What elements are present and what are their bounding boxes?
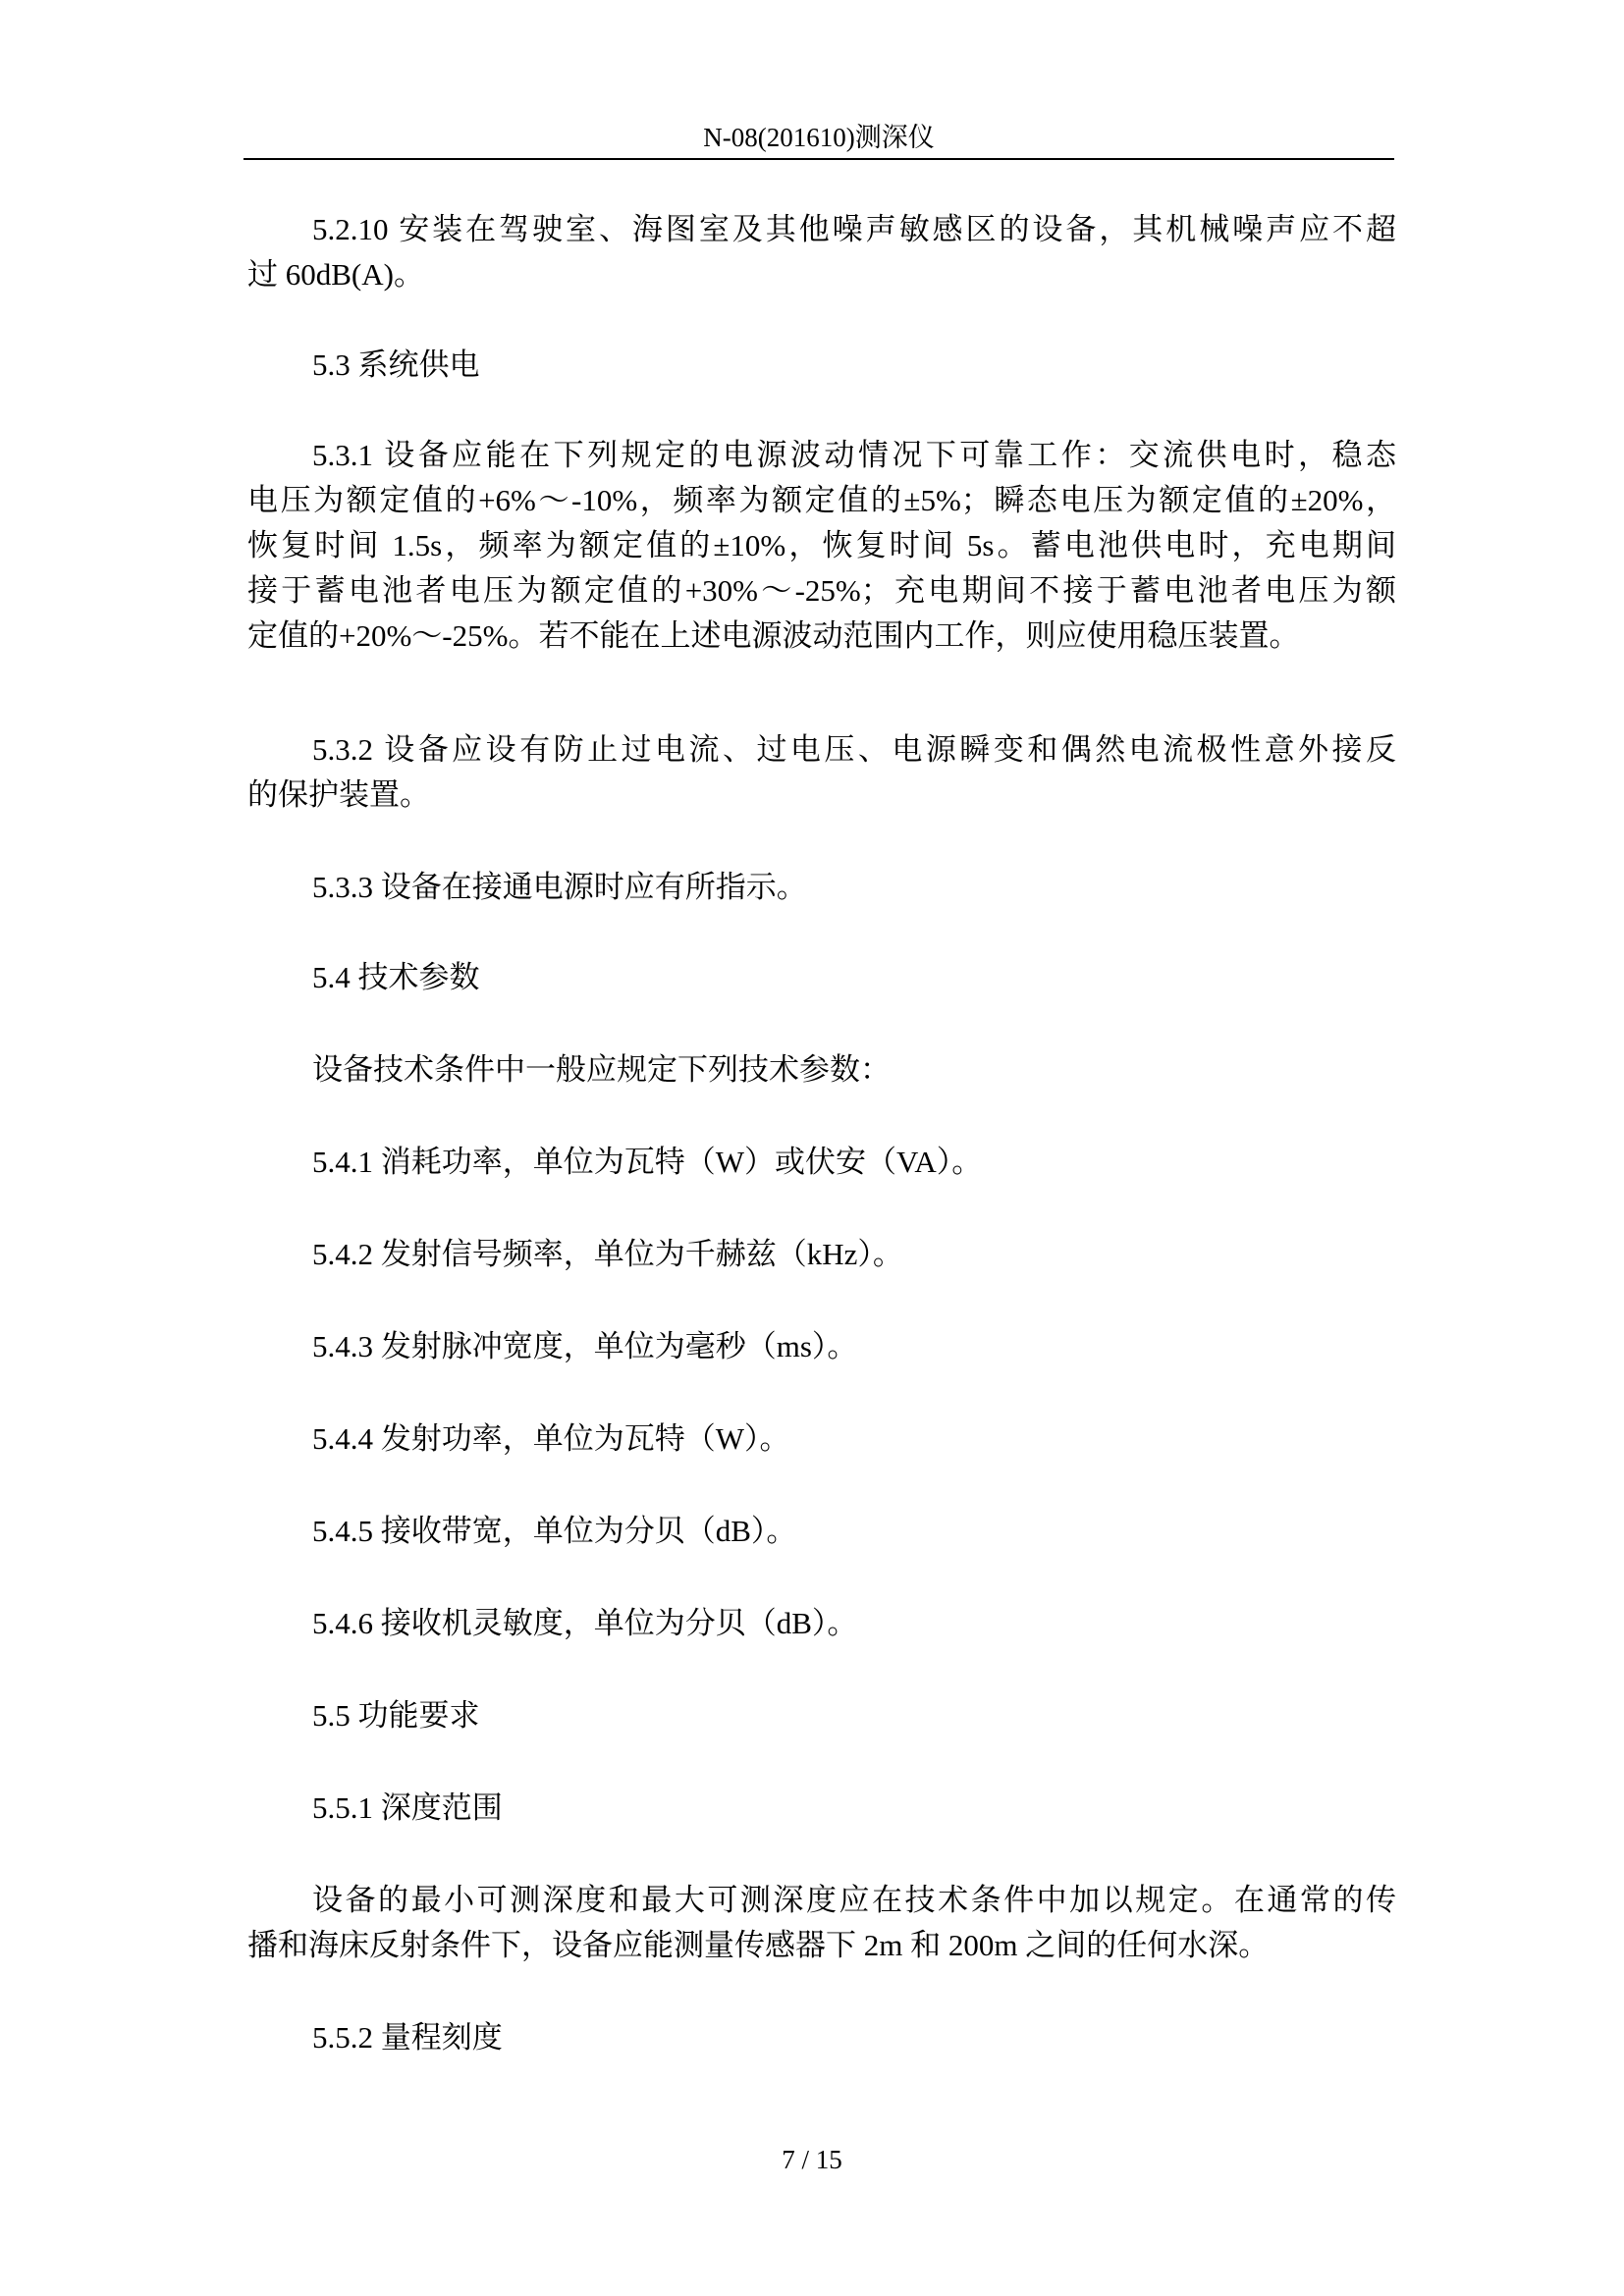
paragraph-5-3-2 bbox=[247, 727, 1396, 773]
text-line: 5.3.1 设备应能在下列规定的电源波动情况下可靠工作：交流供电时，稳态 bbox=[312, 438, 1396, 472]
paragraph-5-2-10-cont bbox=[247, 252, 1396, 297]
item-5-4-1 bbox=[247, 1140, 1396, 1185]
section-heading: 5.4 技术参数 bbox=[312, 960, 480, 994]
paragraph-5-5-1 bbox=[247, 1878, 1396, 1923]
heading-5-4 bbox=[247, 955, 1396, 1000]
item-5-4-3 bbox=[247, 1324, 1396, 1369]
text-line: 5.2.10 安装在驾驶室、海图室及其他噪声敏感区的设备，其机械噪声应不超 bbox=[312, 212, 1396, 246]
text-line: 5.4.1 消耗功率，单位为瓦特（W）或伏安（VA）。 bbox=[312, 1145, 983, 1179]
item-5-4-5 bbox=[247, 1509, 1396, 1554]
text-line: 过 60dB(A)。 bbox=[247, 257, 424, 292]
text-line: 设备的最小可测深度和最大可测深度应在技术条件中加以规定。在通常的传 bbox=[312, 1883, 1396, 1917]
item-5-4-2 bbox=[247, 1232, 1396, 1277]
paragraph-5-4-intro bbox=[247, 1047, 1396, 1093]
item-5-4-6 bbox=[247, 1601, 1396, 1646]
paragraph-5-3-2-cont bbox=[247, 773, 1396, 818]
paragraph-5-3-3 bbox=[247, 865, 1396, 910]
text-line: 5.3.3 设备在接通电源时应有所指示。 bbox=[312, 870, 807, 904]
text-line: 恢复时间 1.5s，频率为额定值的±10%，恢复时间 5s。蓄电池供电时，充电期间 bbox=[247, 528, 1396, 562]
page-number: 7 / 15 bbox=[782, 2145, 842, 2174]
heading-5-3 bbox=[247, 343, 1396, 388]
heading-5-5-2 bbox=[247, 2015, 1396, 2060]
text-line: 5.4.2 发射信号频率，单位为千赫兹（kHz）。 bbox=[312, 1237, 903, 1271]
section-heading: 5.5.2 量程刻度 bbox=[312, 2020, 503, 2055]
text-line: 定值的+20%～-25%。若不能在上述电源波动范围内工作，则应使用稳压装置。 bbox=[247, 618, 1300, 653]
item-5-4-4 bbox=[247, 1416, 1396, 1462]
section-heading: 5.5.1 深度范围 bbox=[312, 1790, 503, 1825]
text-line: 5.3.2 设备应设有防止过电流、过电压、电源瞬变和偶然电流极性意外接反 bbox=[312, 732, 1396, 767]
page-header: N-08(201610)测深仪 bbox=[703, 123, 935, 152]
section-heading: 5.3 系统供电 bbox=[312, 347, 480, 382]
text-line: 设备技术条件中一般应规定下列技术参数： bbox=[312, 1052, 891, 1087]
paragraph-5-3-1-cont bbox=[247, 478, 1396, 659]
paragraph-5-2-10 bbox=[247, 207, 1396, 252]
text-line: 5.4.4 发射功率，单位为瓦特（W）。 bbox=[312, 1421, 790, 1456]
paragraph-5-3-1 bbox=[247, 433, 1396, 478]
section-heading: 5.5 功能要求 bbox=[312, 1698, 480, 1733]
text-line: 5.4.5 接收带宽，单位为分贝（dB）。 bbox=[312, 1514, 797, 1548]
text-line: 接于蓄电池者电压为额定值的+30%～-25%；充电期间不接于蓄电池者电压为额 bbox=[247, 573, 1396, 608]
text-line: 的保护装置。 bbox=[247, 777, 430, 812]
text-line: 5.4.3 发射脉冲宽度，单位为毫秒（ms）。 bbox=[312, 1329, 858, 1363]
text-line: 播和海床反射条件下，设备应能测量传感器下 2m 和 200m 之间的任何水深。 bbox=[247, 1928, 1270, 1962]
paragraph-5-5-1-cont bbox=[247, 1923, 1396, 1968]
heading-5-5 bbox=[247, 1693, 1396, 1738]
text-line: 5.4.6 接收机灵敏度，单位为分贝（dB）。 bbox=[312, 1606, 858, 1640]
text-line: 电压为额定值的+6%～-10%，频率为额定值的±5%；瞬态电压为额定值的±20%， bbox=[247, 483, 1396, 517]
heading-5-5-1 bbox=[247, 1786, 1396, 1831]
